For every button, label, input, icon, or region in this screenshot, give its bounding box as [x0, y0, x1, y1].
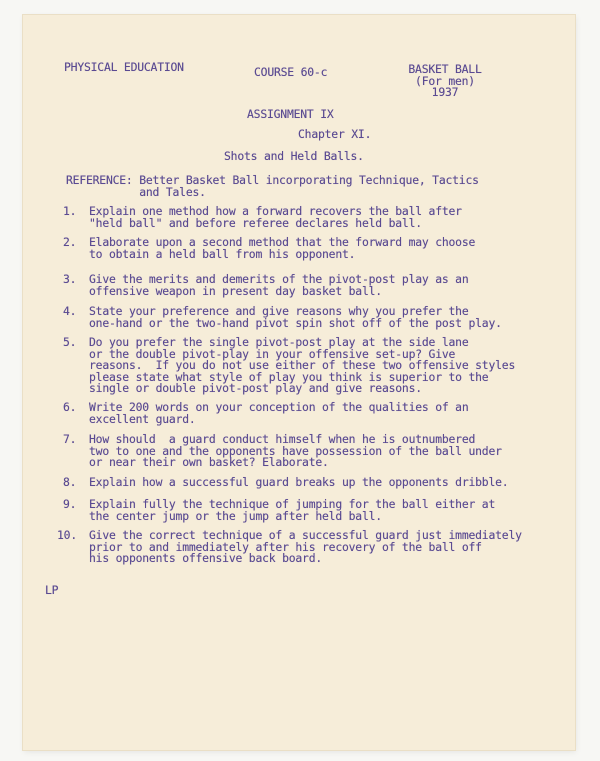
question-text: Elaborate upon a second method that the forward may choose to obtain a held ball from his opponent.	[89, 235, 476, 261]
department-heading: PHYSICAL EDUCATION	[64, 60, 184, 74]
question-number: 6.	[63, 400, 77, 414]
question-number: 2.	[63, 235, 77, 249]
question-number: 1.	[63, 204, 77, 218]
question-number: 5.	[63, 335, 77, 349]
question-text: Write 200 words on your conception of the qualities of an excellent guard.	[89, 400, 469, 426]
question-text: State your preference and give reasons why you prefer the one-hand or the two-hand pivot spin shot off of the post play.	[89, 304, 502, 330]
question-text: Explain fully the technique of jumping for the ball either at the center jump or the jump after held ball.	[89, 497, 496, 523]
question-number: 3.	[63, 272, 77, 286]
question-number: 7.	[63, 432, 77, 446]
question-text: Give the correct technique of a successful guard just immediately prior to and immediately after his recovery of the ball off his opponents offensive back board.	[89, 528, 522, 565]
question-text: Do you prefer the single pivot-post play at the side lane or the double pivot-play in your offensive set-up? Give reasons. If you do not use either of these two offensive styles please state what style of play you think is superior to the single or double pivot-post play and give reasons.	[89, 335, 516, 395]
question-number: 10.	[57, 528, 77, 542]
typist-initials: LP	[45, 583, 59, 597]
question-number: 8.	[63, 475, 77, 489]
question-text: How should a guard conduct himself when he is outnumbered two to one and the opponents have possession of the ball under or near their own basket? Elaborate.	[89, 432, 502, 469]
question-text: Explain how a successful guard breaks up the opponents dribble.	[89, 475, 509, 489]
question-number: 9.	[63, 497, 77, 511]
sport-heading: BASKET BALL (For men) 1937	[408, 62, 482, 99]
assignment-title: ASSIGNMENT IX	[247, 107, 334, 121]
course-heading: COURSE 60-c	[254, 65, 328, 79]
topic-title: Shots and Held Balls.	[224, 149, 364, 163]
question-text: Explain one method how a forward recovers the ball after "held ball" and before referee declares held ball.	[89, 204, 462, 230]
question-number: 4.	[63, 304, 77, 318]
question-text: Give the merits and demerits of the pivot-post play as an offensive weapon in present day basket ball.	[89, 272, 469, 298]
reference-line: REFERENCE: Better Basket Ball incorporating Technique, Tactics and Tales.	[66, 173, 479, 199]
chapter-title: Chapter XI.	[298, 127, 372, 141]
